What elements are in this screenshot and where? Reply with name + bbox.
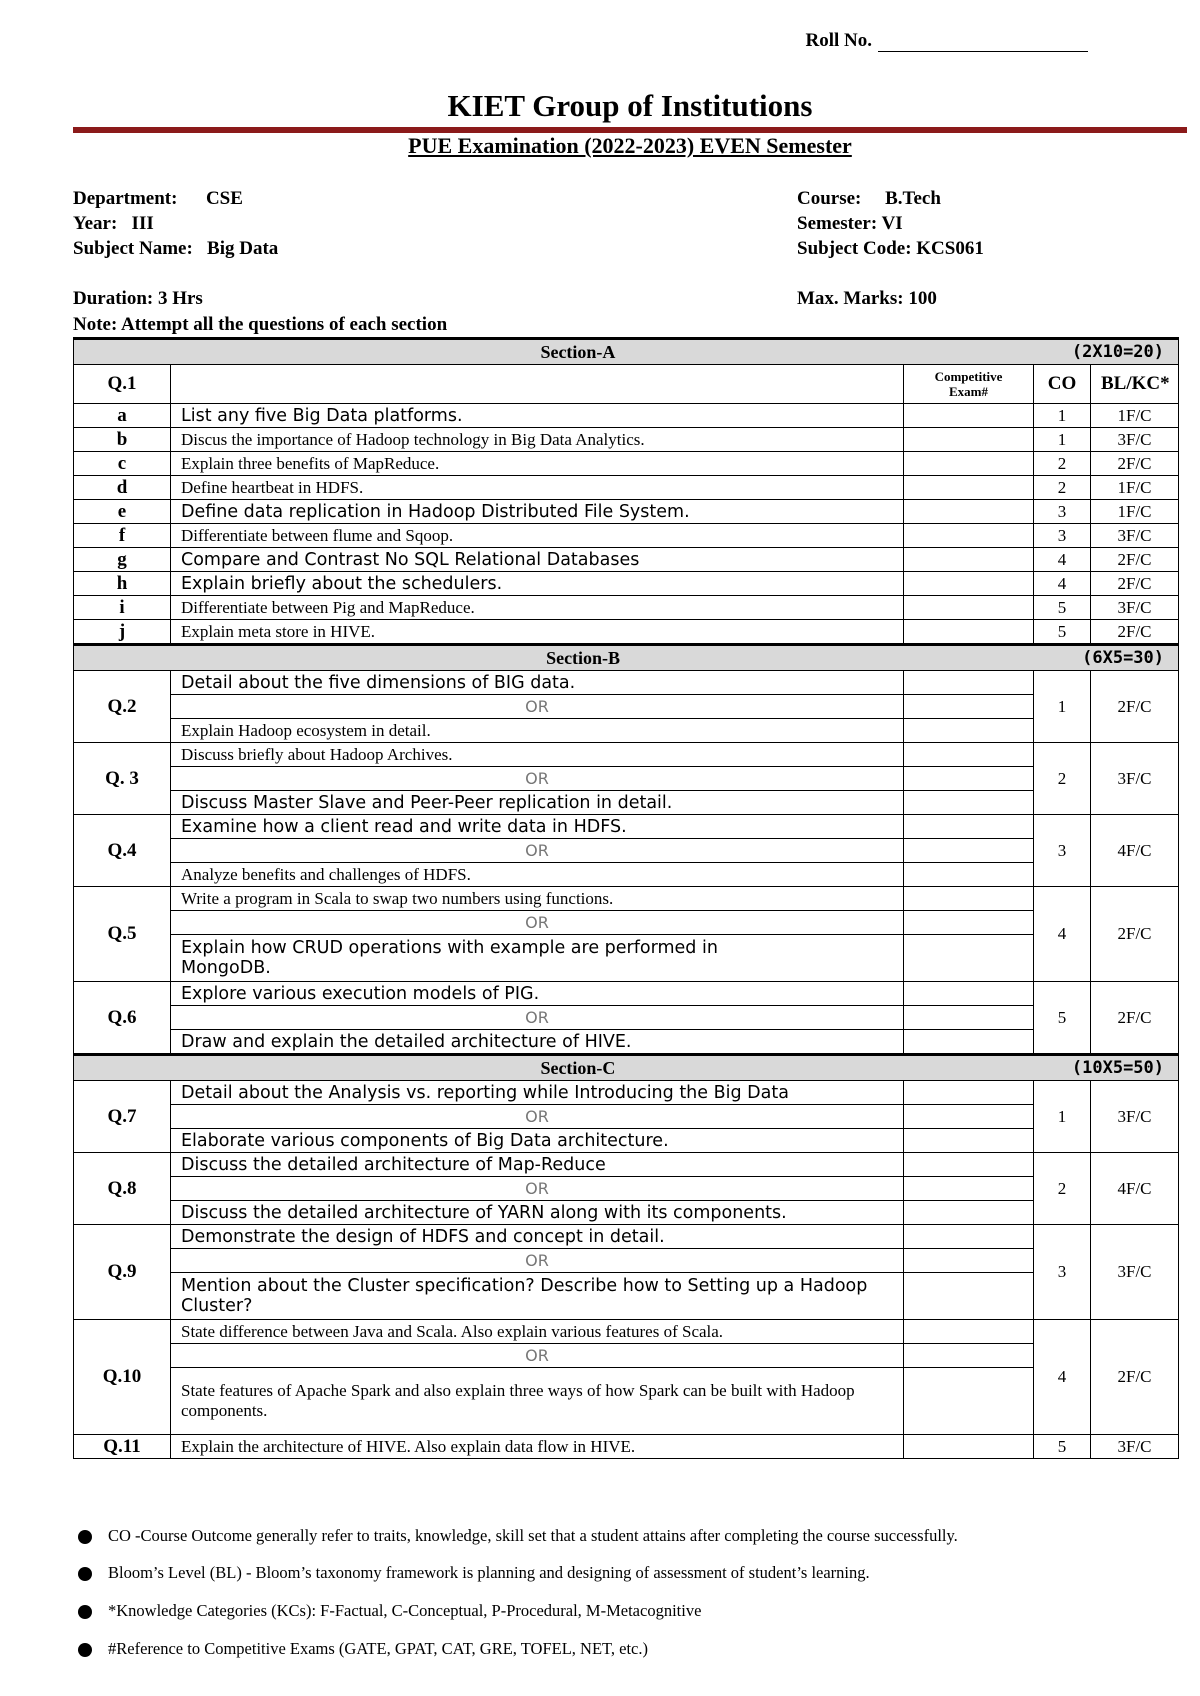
q9-number: Q.9: [74, 1225, 171, 1320]
exam-title: PUE Examination (2022-2023) EVEN Semester: [408, 133, 852, 158]
q3-number: Q. 3: [74, 743, 171, 815]
section-c-marks: (10X5=50): [1071, 1058, 1165, 1078]
q1-part-text: Define heartbeat in HDFS.: [171, 476, 904, 500]
table-row: [74, 452, 1179, 476]
q3-bl: 3F/C: [1091, 743, 1179, 815]
q1-part-bl: 2F/C: [1091, 452, 1179, 476]
q2-number: Q.2: [74, 671, 171, 743]
q1-part-co: 2: [1034, 452, 1091, 476]
q9-exam-b: [904, 1273, 1034, 1320]
q1-part-exam: [904, 428, 1034, 452]
bullet-icon: [78, 1605, 92, 1619]
q7-bl: 3F/C: [1091, 1081, 1179, 1153]
q1-part-co: 2: [1034, 476, 1091, 500]
q1-part-bl: 1F/C: [1091, 500, 1179, 524]
q2-option-b: Explain Hadoop ecosystem in detail.: [171, 719, 904, 743]
col-bl-kc: BL/KC*: [1091, 365, 1179, 404]
question-table: [73, 337, 1179, 1459]
q7-exam-or: [904, 1105, 1034, 1129]
q10-option-b: State features of Apache Spark and also explain three ways of how Spark can be built with Hadoop components.: [171, 1368, 904, 1435]
q1-part-number: g: [74, 548, 171, 572]
table-row: [74, 671, 1179, 695]
q8-number: Q.8: [74, 1153, 171, 1225]
q6-option-a: Explore various execution models of PIG.: [171, 982, 904, 1006]
footnote-bl: [108, 1563, 870, 1583]
year: Year: III: [73, 213, 154, 234]
q2-exam-or: [904, 695, 1034, 719]
q1-part-co: 5: [1034, 596, 1091, 620]
table-row: [74, 887, 1179, 911]
q1-part-exam: [904, 596, 1034, 620]
q6-exam-a: [904, 982, 1034, 1006]
table-row: [74, 695, 1179, 719]
table-row: [74, 1435, 1179, 1459]
table-row: [74, 596, 1179, 620]
q3-option-a: Discuss briefly about Hadoop Archives.: [171, 743, 904, 767]
table-row: [74, 1368, 1179, 1435]
q1-part-exam: [904, 620, 1034, 645]
q4-option-b: Analyze benefits and challenges of HDFS.: [171, 863, 904, 887]
q8-or: OR: [171, 1177, 904, 1201]
q9-exam-or: [904, 1249, 1034, 1273]
q4-bl: 4F/C: [1091, 815, 1179, 887]
table-row: [74, 791, 1179, 815]
section-a-header: [74, 339, 1179, 365]
q2-exam-b: [904, 719, 1034, 743]
table-row: [74, 1320, 1179, 1344]
q7-or: OR: [171, 1105, 904, 1129]
footnote-co: [108, 1526, 958, 1546]
q8-bl: 4F/C: [1091, 1153, 1179, 1225]
q11-co: 5: [1034, 1435, 1091, 1459]
q1-blank: [171, 365, 904, 404]
q1-part-text: Explain meta store in HIVE.: [171, 620, 904, 645]
q1-part-bl: 3F/C: [1091, 596, 1179, 620]
table-row: [74, 935, 1179, 982]
table-row: [74, 863, 1179, 887]
table-row: [74, 524, 1179, 548]
bullet-icon: [78, 1567, 92, 1581]
table-row: [74, 1225, 1179, 1249]
table-row: [74, 767, 1179, 791]
q1-part-co: 3: [1034, 500, 1091, 524]
col-co: CO: [1034, 365, 1091, 404]
q3-or: OR: [171, 767, 904, 791]
q5-exam-or: [904, 911, 1034, 935]
roll-no: [806, 30, 1089, 52]
table-row: [74, 1105, 1179, 1129]
q7-co: 1: [1034, 1081, 1091, 1153]
q1-part-exam: [904, 476, 1034, 500]
q1-part-text: Discus the importance of Hadoop technology in Big Data Analytics.: [171, 428, 904, 452]
q8-option-a: Discuss the detailed architecture of Map-Reduce: [171, 1153, 904, 1177]
q1-part-bl: 3F/C: [1091, 524, 1179, 548]
q1-part-bl: 2F/C: [1091, 572, 1179, 596]
bullet-icon: [78, 1530, 92, 1544]
semester: Semester: VI: [797, 213, 903, 234]
q1-part-co: 1: [1034, 404, 1091, 428]
table-row: [74, 982, 1179, 1006]
q1-part-bl: 3F/C: [1091, 428, 1179, 452]
table-row: [74, 1344, 1179, 1368]
q4-exam-b: [904, 863, 1034, 887]
table-row: [74, 1129, 1179, 1153]
q1-part-co: 1: [1034, 428, 1091, 452]
table-row: [74, 1081, 1179, 1105]
q4-number: Q.4: [74, 815, 171, 887]
q6-bl: 2F/C: [1091, 982, 1179, 1055]
table-row: [74, 743, 1179, 767]
q9-co: 3: [1034, 1225, 1091, 1320]
institution-title: KIET Group of Institutions: [447, 88, 813, 123]
q9-exam-a: [904, 1225, 1034, 1249]
q5-co: 4: [1034, 887, 1091, 982]
q1-part-bl: 2F/C: [1091, 548, 1179, 572]
section-a-column-header: [74, 365, 1179, 404]
q6-number: Q.6: [74, 982, 171, 1055]
table-row: [74, 1177, 1179, 1201]
q1-part-exam: [904, 452, 1034, 476]
q1-part-co: 4: [1034, 572, 1091, 596]
section-c-title: Section-C: [540, 1058, 616, 1078]
section-b-title: Section-B: [546, 648, 621, 668]
table-row: [74, 476, 1179, 500]
q10-exam-or: [904, 1344, 1034, 1368]
q6-exam-or: [904, 1006, 1034, 1030]
q1-part-number: j: [74, 620, 171, 645]
q11-text: Explain the architecture of HIVE. Also explain data flow in HIVE.: [171, 1435, 904, 1459]
q2-or: OR: [171, 695, 904, 719]
q8-exam-b: [904, 1201, 1034, 1225]
q8-co: 2: [1034, 1153, 1091, 1225]
q9-or: OR: [171, 1249, 904, 1273]
q6-option-b: Draw and explain the detailed architecture of HIVE.: [171, 1030, 904, 1055]
table-row: [74, 548, 1179, 572]
col-competitive-exam: Competitive Exam#: [904, 365, 1034, 404]
table-row: [74, 428, 1179, 452]
table-row: [74, 815, 1179, 839]
table-row: [74, 1273, 1179, 1320]
q1-part-bl: 1F/C: [1091, 404, 1179, 428]
footnote-co-text: CO -Course Outcome generally refer to traits, knowledge, skill set that a student attains after completing the course successfully.: [108, 1526, 958, 1545]
q4-option-a: Examine how a client read and write data in HDFS.: [171, 815, 904, 839]
q1-part-exam: [904, 404, 1034, 428]
q1-part-bl: 2F/C: [1091, 620, 1179, 645]
section-c-header: [74, 1055, 1179, 1081]
roll-no-label: Roll No.: [805, 30, 872, 51]
q1-part-text: Explain three benefits of MapReduce.: [171, 452, 904, 476]
q1-part-number: a: [74, 404, 171, 428]
q9-bl: 3F/C: [1091, 1225, 1179, 1320]
q1-part-number: b: [74, 428, 171, 452]
q1-part-exam: [904, 572, 1034, 596]
q5-option-b: Explain how CRUD operations with example are performed in MongoDB.: [171, 935, 904, 982]
q4-exam-a: [904, 815, 1034, 839]
q5-bl: 2F/C: [1091, 887, 1179, 982]
q6-or: OR: [171, 1006, 904, 1030]
table-row: [74, 1153, 1179, 1177]
q7-number: Q.7: [74, 1081, 171, 1153]
section-b-header: [74, 645, 1179, 671]
table-row: [74, 404, 1179, 428]
q1-number: Q.1: [74, 365, 171, 404]
subject-name: Subject Name: Big Data: [73, 238, 279, 259]
table-row: [74, 1006, 1179, 1030]
note: Note: Attempt all the questions of each section: [73, 314, 448, 335]
q8-option-b: Discuss the detailed architecture of YARN along with its components.: [171, 1201, 904, 1225]
q1-part-text: Differentiate between flume and Sqoop.: [171, 524, 904, 548]
q2-option-a: Detail about the five dimensions of BIG data.: [171, 671, 904, 695]
q1-part-co: 3: [1034, 524, 1091, 548]
table-row: [74, 1030, 1179, 1055]
q6-exam-b: [904, 1030, 1034, 1055]
q1-part-text: Explain briefly about the schedulers.: [171, 572, 904, 596]
q1-part-number: c: [74, 452, 171, 476]
q1-part-bl: 1F/C: [1091, 476, 1179, 500]
q8-exam-or: [904, 1177, 1034, 1201]
q10-co: 4: [1034, 1320, 1091, 1435]
bullet-icon: [78, 1643, 92, 1657]
q5-number: Q.5: [74, 887, 171, 982]
table-row: [74, 620, 1179, 645]
q1-part-text: Differentiate between Pig and MapReduce.: [171, 596, 904, 620]
q9-option-b: Mention about the Cluster specification? Describe how to Setting up a Hadoop Cluster?: [171, 1273, 904, 1320]
q8-exam-a: [904, 1153, 1034, 1177]
section-a-marks: (2X10=20): [1071, 342, 1165, 362]
q1-part-co: 4: [1034, 548, 1091, 572]
section-a-title: Section-A: [540, 342, 616, 362]
course: Course: B.Tech: [797, 188, 941, 209]
footnote-exams: [108, 1639, 648, 1659]
q6-co: 5: [1034, 982, 1091, 1055]
max-marks: Max. Marks: 100: [797, 288, 937, 309]
q11-bl: 3F/C: [1091, 1435, 1179, 1459]
q5-or: OR: [171, 911, 904, 935]
q11-exam: [904, 1435, 1034, 1459]
q2-bl: 2F/C: [1091, 671, 1179, 743]
q1-part-exam: [904, 548, 1034, 572]
duration: Duration: 3 Hrs: [73, 288, 203, 309]
q3-exam-b: [904, 791, 1034, 815]
q7-exam-b: [904, 1129, 1034, 1153]
q4-exam-or: [904, 839, 1034, 863]
q5-option-a: Write a program in Scala to swap two numbers using functions.: [171, 887, 904, 911]
q1-part-number: e: [74, 500, 171, 524]
q10-bl: 2F/C: [1091, 1320, 1179, 1435]
q2-exam-a: [904, 671, 1034, 695]
department: Department: CSE: [73, 188, 243, 209]
q4-or: OR: [171, 839, 904, 863]
roll-no-line: [878, 31, 1088, 52]
footnote-exams-text: #Reference to Competitive Exams (GATE, GPAT, CAT, GRE, TOFEL, NET, etc.): [108, 1639, 648, 1658]
q2-co: 1: [1034, 671, 1091, 743]
q11-number: Q.11: [74, 1435, 171, 1459]
q3-exam-a: [904, 743, 1034, 767]
footnote-kc-text: *Knowledge Categories (KCs): F-Factual, C-Conceptual, P-Procedural, M-Metacognitive: [108, 1601, 702, 1620]
q3-co: 2: [1034, 743, 1091, 815]
q3-option-b: Discuss Master Slave and Peer-Peer replication in detail.: [171, 791, 904, 815]
q5-exam-a: [904, 887, 1034, 911]
section-b-marks: (6X5=30): [1082, 648, 1165, 668]
q1-part-number: f: [74, 524, 171, 548]
q9-option-a: Demonstrate the design of HDFS and concept in detail.: [171, 1225, 904, 1249]
q1-part-text: Define data replication in Hadoop Distributed File System.: [171, 500, 904, 524]
footnote-bl-text: Bloom’s Level (BL) - Bloom’s taxonomy framework is planning and designing of assessment of student’s learning.: [108, 1563, 870, 1582]
q10-number: Q.10: [74, 1320, 171, 1435]
table-row: [74, 1201, 1179, 1225]
q7-option-b: Elaborate various components of Big Data architecture.: [171, 1129, 904, 1153]
table-row: [74, 911, 1179, 935]
table-row: [74, 500, 1179, 524]
q7-option-a: Detail about the Analysis vs. reporting while Introducing the Big Data: [171, 1081, 904, 1105]
q1-part-number: h: [74, 572, 171, 596]
table-row: [74, 719, 1179, 743]
q1-part-exam: [904, 500, 1034, 524]
footnote-kc: [108, 1601, 701, 1621]
q1-part-text: List any five Big Data platforms.: [171, 404, 904, 428]
q10-or: OR: [171, 1344, 904, 1368]
table-row: [74, 839, 1179, 863]
q1-part-text: Compare and Contrast No SQL Relational Databases: [171, 548, 904, 572]
q10-exam-a: [904, 1320, 1034, 1344]
q1-part-co: 5: [1034, 620, 1091, 645]
q5-exam-b: [904, 935, 1034, 982]
subject-code: Subject Code: KCS061: [797, 238, 984, 259]
q10-option-a: State difference between Java and Scala. Also explain various features of Scala.: [171, 1320, 904, 1344]
q1-part-exam: [904, 524, 1034, 548]
q10-exam-b: [904, 1368, 1034, 1435]
q1-part-number: i: [74, 596, 171, 620]
table-row: [74, 1249, 1179, 1273]
q3-exam-or: [904, 767, 1034, 791]
q7-exam-a: [904, 1081, 1034, 1105]
table-row: [74, 572, 1179, 596]
q1-part-number: d: [74, 476, 171, 500]
q4-co: 3: [1034, 815, 1091, 887]
